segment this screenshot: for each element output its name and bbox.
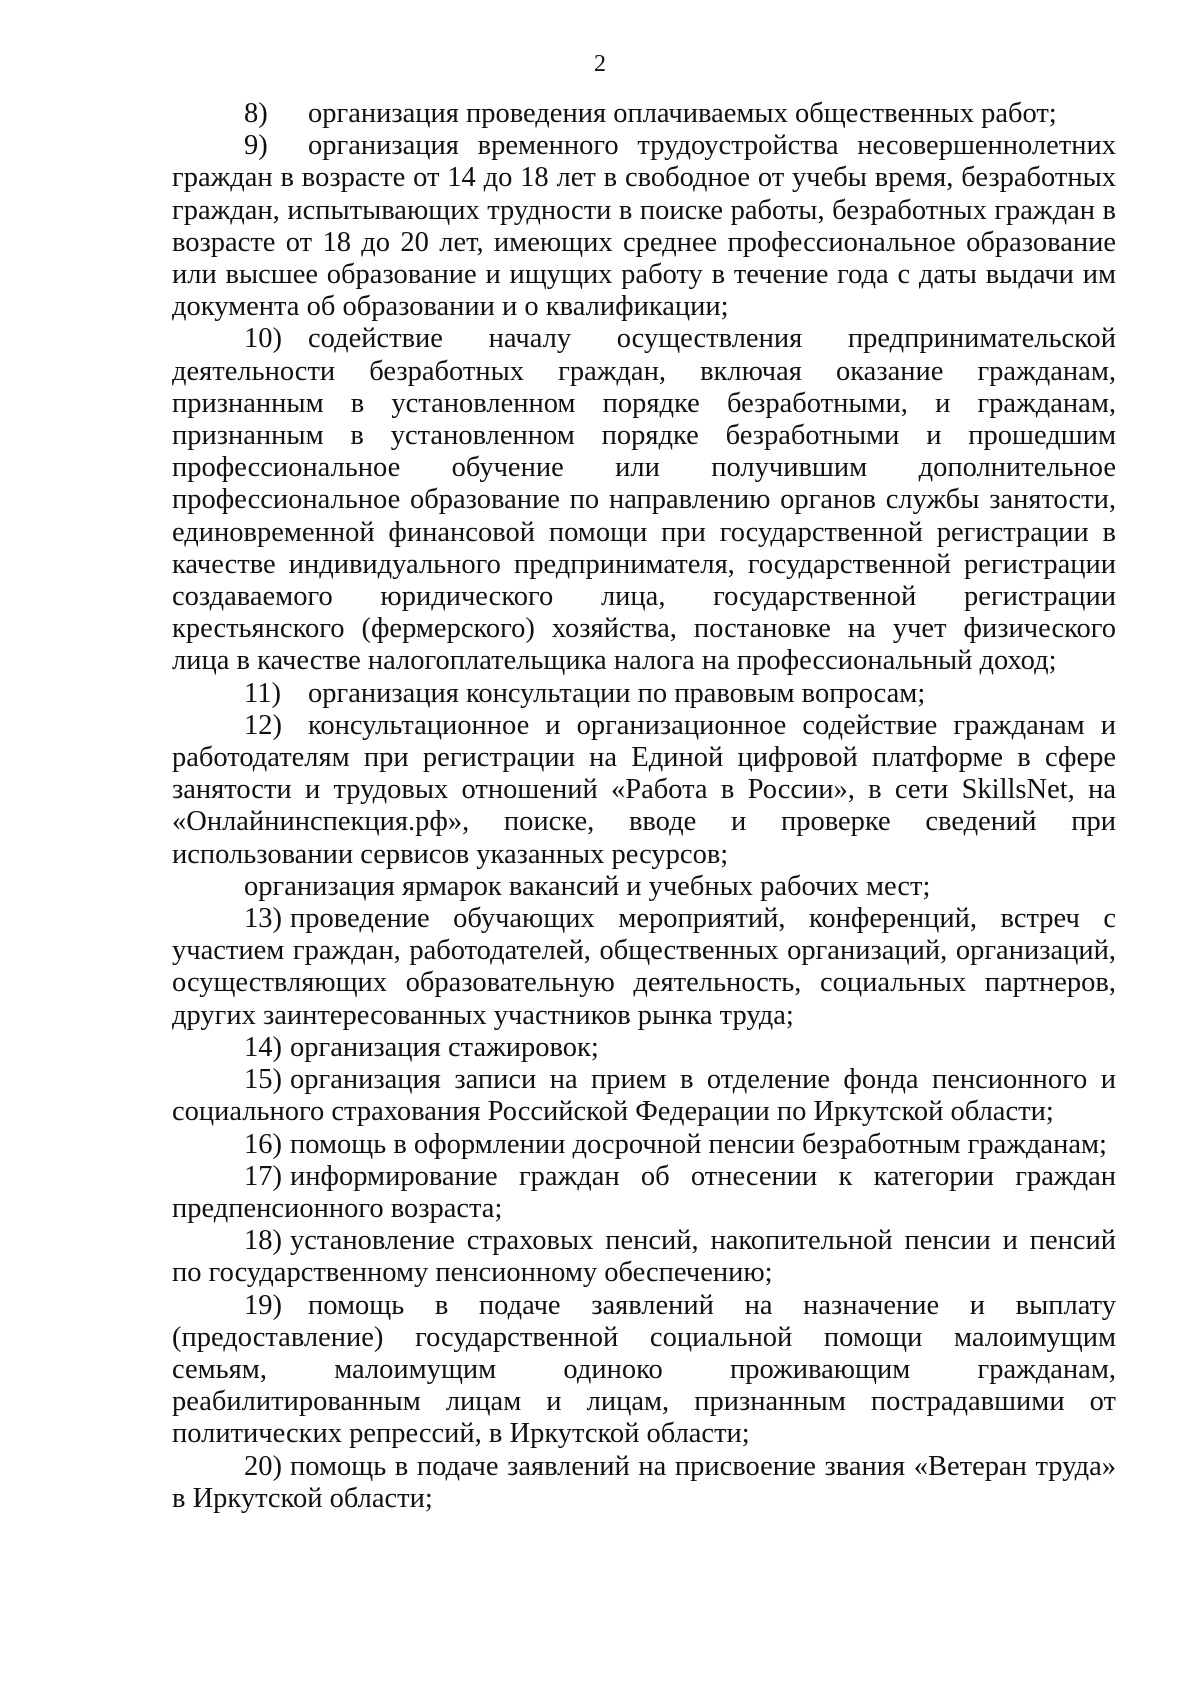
list-item-15 — [172, 1064, 1116, 1128]
item-number: 14) — [244, 1031, 282, 1063]
item-text: организация временного трудоустройства несовершеннолетних граждан в возрасте от 14 до 18 лет в свободное от учебы время, безработных граждан, испытывающих трудности в поиске работы, безработных граждан в возрасте от 18 до 20 лет, имеющих среднее профессиональное образование или высшее образование и ищущих работу в течение года с даты выдачи им документа об образовании и о квалификации; — [172, 130, 1116, 323]
item-text: помощь в подаче заявлений на присвоение звания «Ветеран труда» в Иркутской области; — [172, 1450, 1116, 1514]
item-text: организация ярмарок вакансий и учебных рабочих мест; — [244, 870, 931, 902]
item-text: организация стажировок; — [290, 1031, 599, 1063]
document-body — [172, 98, 1116, 1515]
list-item-unnumbered — [172, 871, 1116, 903]
list-item-11 — [172, 678, 1116, 710]
item-text: содействие началу осуществления предпринимательской деятельности безработных граждан, включая оказание гражданам, признанным в установленном порядке безработными, и гражданам, признанным в установленном порядке безработными и прошедшим профессиональное обучение или получившим дополнительное профессиональное образование по направлению органов службы занятости, единовременной финансовой помощи при государственной регистрации в качестве индивидуального предпринимателя, государственной регистрации создаваемого юридического лица, государственной регистрации крестьянского (фермерского) хозяйства, постановке на учет физического лица в качестве налогоплательщика налога на профессиональный доход; — [172, 323, 1116, 677]
page-number: 2 — [594, 51, 606, 77]
item-text: информирование граждан об отнесении к категории граждан предпенсионного возраста; — [172, 1160, 1116, 1224]
list-item-14 — [172, 1032, 1116, 1064]
list-item-16 — [172, 1129, 1116, 1161]
list-item-10 — [172, 323, 1116, 677]
item-text: установление страховых пенсий, накопительной пенсии и пенсий по государственному пенсионному обеспечению; — [172, 1225, 1116, 1289]
item-number: 10) — [244, 323, 282, 355]
list-item-19 — [172, 1290, 1116, 1451]
item-number: 8) — [244, 98, 268, 129]
item-number: 19) — [244, 1289, 282, 1321]
list-item-17 — [172, 1161, 1116, 1225]
item-number: 9) — [244, 130, 268, 162]
list-item-9 — [172, 130, 1116, 323]
item-text: организация проведения оплачиваемых общественных работ; — [308, 98, 1057, 129]
item-text: проведение обучающих мероприятий, конференций, встреч с участием граждан, работодателей, общественных организаций, организаций, осуществляющих образовательную деятельность, социальных партнеров, других заинтересованных участников рынка труда; — [172, 903, 1116, 1031]
item-text: помощь в оформлении досрочной пенсии безработным гражданам; — [290, 1128, 1107, 1160]
item-text: помощь в подаче заявлений на назначение и выплату (предоставление) государственной социальной помощи малоимущим семьям, малоимущим одиноко проживающим гражданам, реабилитированным лицам и лицам, признанным пострадавшими от политических репрессий, в Иркутской области; — [172, 1289, 1116, 1450]
list-item-12 — [172, 710, 1116, 871]
list-item-13 — [172, 903, 1116, 1032]
item-number: 13) — [244, 903, 282, 935]
item-text: консультационное и организационное содействие гражданам и работодателям при регистрации на Единой цифровой платформе в сфере занятости и трудовых отношений «Работа в России», в сети SkillsNet, на «Онлайнинспекция.рф», поиске, вводе и проверке сведений при использовании сервисов указанных ресурсов; — [172, 709, 1116, 870]
list-item-8 — [172, 98, 1116, 130]
item-text: организация записи на прием в отделение фонда пенсионного и социального страхования Российской Федерации по Иркутской области; — [172, 1064, 1116, 1128]
item-number: 11) — [244, 677, 281, 709]
item-number: 12) — [244, 709, 282, 741]
item-number: 15) — [244, 1064, 282, 1096]
item-number: 18) — [244, 1225, 282, 1257]
item-text: организация консультации по правовым вопросам; — [308, 677, 926, 709]
list-item-18 — [172, 1225, 1116, 1289]
item-number: 20) — [244, 1450, 282, 1482]
list-item-20 — [172, 1451, 1116, 1515]
item-number: 17) — [244, 1160, 282, 1192]
item-number: 16) — [244, 1128, 282, 1160]
